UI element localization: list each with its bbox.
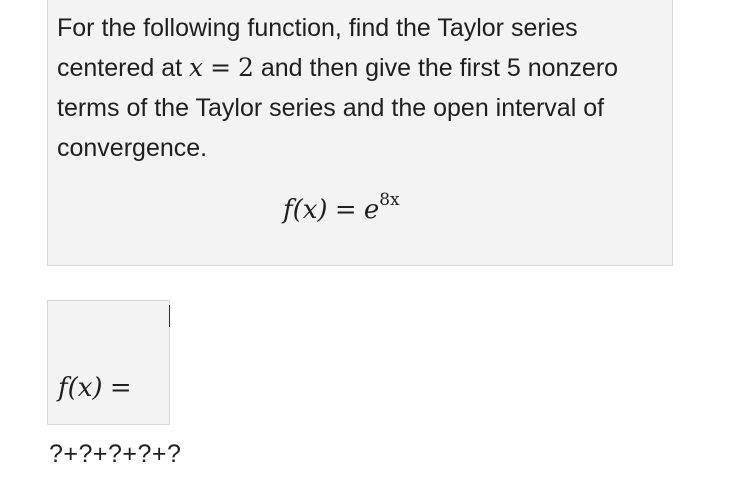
problem-text	[57, 8, 667, 168]
answer-label-lhs: f(x)	[58, 373, 103, 403]
series-terms-placeholder: ?+?+?+?+?	[49, 440, 182, 468]
formula-lhs: f(x)	[283, 195, 328, 225]
function-formula	[283, 190, 400, 225]
center-equals: =	[210, 53, 232, 82]
answer-label	[58, 372, 132, 403]
formula-equals: =	[334, 195, 357, 225]
problem-intro-text: For the following function, find the Taylor series centered at	[57, 14, 578, 82]
text-cursor	[169, 305, 170, 327]
problem-rest-text: and then give the first 5 nonzero terms of the Taylor series and the open interval of convergence.	[57, 54, 619, 162]
answer-input-box[interactable]	[47, 300, 170, 425]
formula-exponent: 8x	[379, 190, 400, 210]
center-value: 2	[238, 53, 254, 82]
problem-statement-box	[47, 0, 673, 266]
center-variable: x	[189, 53, 204, 82]
answer-label-equals: =	[109, 373, 132, 403]
formula-base: e	[363, 195, 380, 225]
